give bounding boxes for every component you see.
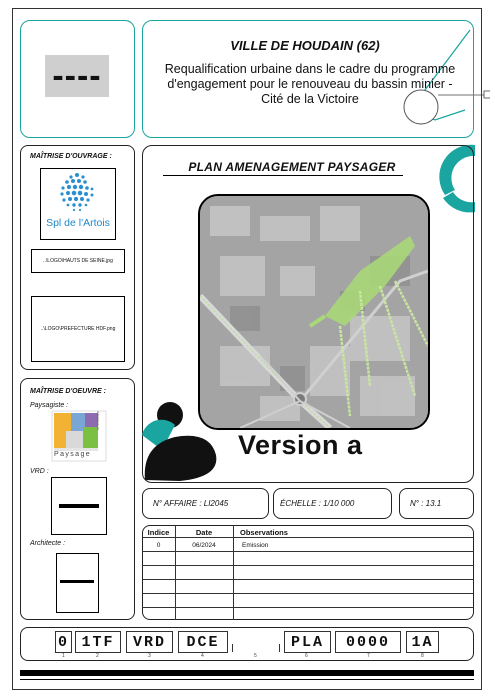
code-segment: DCE (178, 631, 228, 653)
project-description: Requalification urbaine dans le cadre du programme d'engagement pour le renouveau du bassin minier - Cité de la Victoire (164, 62, 456, 106)
architecte-logo-frame (56, 553, 99, 613)
bottom-line (20, 679, 474, 680)
revision-header-observations: Observations (240, 528, 288, 537)
code-empty-tick (279, 644, 280, 652)
architecte-label: Architecte : (30, 540, 66, 547)
hauts-de-seine-logo-path: ..\LOGO\HAUTS DE SEINE.jpg (43, 258, 113, 264)
code-segment: 1TF (75, 631, 121, 653)
code-index: 5 (254, 653, 257, 659)
prefecture-logo-path: ..\LOGO\PREFECTURE HDF.png (40, 326, 116, 332)
client-logo-placeholder: ---- (45, 55, 109, 97)
code-index: 6 (305, 653, 308, 659)
plan-title: PLAN AMENAGEMENT PAYSAGER (188, 160, 396, 174)
code-index: 1 (62, 653, 65, 659)
maitrise-oeuvre-label: MAÎTRISE D'OEUVRE : (30, 388, 106, 395)
code-segment: 0 (55, 631, 72, 653)
revision-row-line (142, 565, 474, 566)
maitrise-ouvrage-label: MAÎTRISE D'OUVRAGE : (30, 153, 112, 160)
paysage-logo-side-text: et territoire (95, 410, 100, 430)
revision-divider (175, 525, 176, 620)
aerial-map-image (200, 196, 428, 428)
code-index: 8 (421, 653, 424, 659)
revision-row-line (142, 579, 474, 580)
spl-artois-logo-text: Spl de l'Artois (46, 217, 110, 229)
project-city-title: VILLE DE HOUDAIN (62) (230, 38, 380, 53)
brand-shapes-logo (140, 395, 220, 485)
affaire-number: N° AFFAIRE : LI2045 (153, 499, 229, 508)
revision-header-date: Date (195, 528, 213, 537)
revision-divider (233, 525, 234, 620)
code-index: 7 (367, 653, 370, 659)
code-index: 4 (201, 653, 204, 659)
paysage-territoire-logo (51, 410, 107, 462)
code-segment: 0000 (335, 631, 401, 653)
code-segment (232, 631, 280, 653)
bottom-bar (20, 670, 474, 676)
architecte-logo-dash (60, 580, 94, 583)
revision-row-line (142, 537, 474, 538)
revision-indice-cell: 0 (156, 542, 161, 549)
revision-observation-cell: Emission (242, 542, 269, 549)
revision-row-line (142, 551, 474, 552)
revision-row-line (142, 607, 474, 608)
vrd-label: VRD : (30, 468, 49, 475)
paysagiste-label: Paysagiste : (30, 402, 69, 409)
revision-date-cell: 06/2024 (192, 542, 216, 549)
revision-header-indice: Indice (147, 528, 170, 537)
scale-value: ÉCHELLE : 1/10 000 (280, 499, 355, 508)
version-label: Version a (238, 430, 363, 460)
code-segment: VRD (126, 631, 173, 653)
paysage-logo-text: Paysage (54, 451, 92, 458)
revision-row-line (142, 593, 474, 594)
code-segment: 1A (406, 631, 439, 653)
code-index: 3 (148, 653, 151, 659)
code-empty-tick (232, 644, 233, 652)
vrd-logo-dash (59, 504, 99, 508)
aerial-map (198, 194, 430, 430)
spl-artois-logo (40, 168, 116, 240)
code-segment: PLA (284, 631, 331, 653)
sheet-number: N° : 13.1 (410, 499, 442, 508)
dot-globe-icon (41, 169, 114, 217)
plan-title-underline (163, 175, 403, 176)
code-index: 2 (96, 653, 99, 659)
revision-table (142, 525, 474, 620)
